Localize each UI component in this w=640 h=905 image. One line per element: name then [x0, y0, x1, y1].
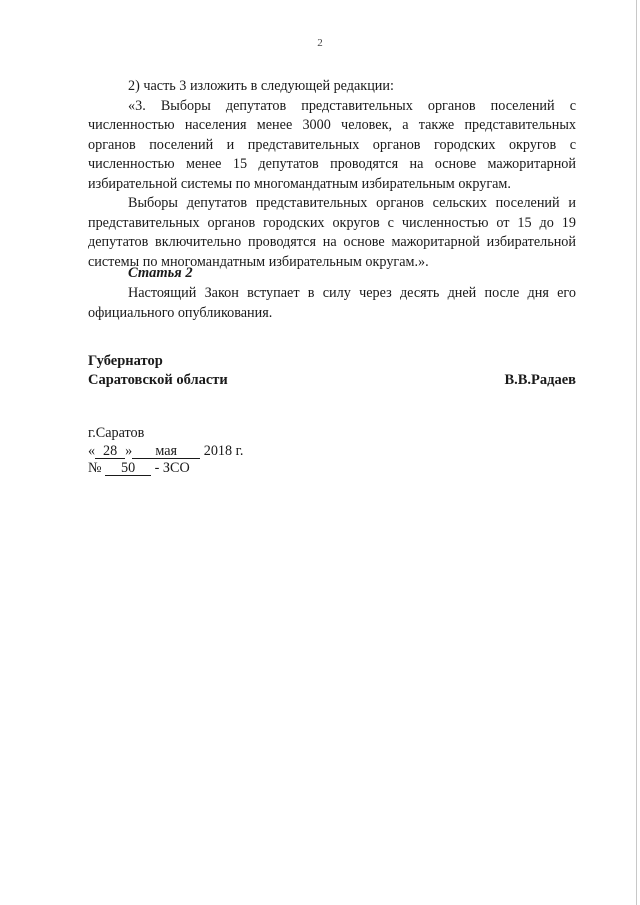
article-block: [88, 284, 576, 323]
signature-title-line-1: Губернатор: [88, 353, 163, 369]
amendment-block: [88, 77, 576, 272]
footer-city: г.Саратов: [88, 425, 145, 441]
date-close-quote: »: [125, 442, 133, 459]
law-suffix: - ЗСО: [154, 460, 190, 476]
amendment-paragraph-1: «3. Выборы депутатов представительных органов поселений с численностью населения менее 3000 человек, а также представительных органов поселений и представительных органов городских округов с численностью менее 15 депутатов проводятся на основе мажоритарной избирательной системы по многомандатным избирательным округам.: [88, 97, 576, 192]
article-heading: Статья 2: [128, 265, 193, 281]
page-edge-line: [636, 0, 637, 905]
date-open-quote: «: [88, 442, 96, 459]
law-number: 50: [105, 461, 151, 476]
footer-date: [88, 443, 243, 461]
amendment-intro: 2) часть 3 изложить в следующей редакции:: [128, 78, 394, 94]
page-number: 2: [317, 37, 323, 49]
date-day: 28: [95, 444, 125, 459]
signature-block: [88, 352, 576, 390]
number-sign: №: [88, 460, 102, 476]
article-text: Настоящий Закон вступает в силу через десять дней после дня его официального опубликования.: [88, 285, 576, 321]
footer-block: [88, 425, 243, 478]
footer-law-number: [88, 460, 243, 478]
amendment-paragraph-2: Выборы депутатов представительных органов сельских поселений и представительных органов городских округов с численностью от 15 до 19 депутатов включительно проводятся на основе мажоритарной избирательной системы по многомандатным избирательным округам.».: [88, 195, 576, 270]
signature-title-line-2: Саратовской области: [88, 372, 228, 388]
date-year: 2018 г.: [203, 442, 244, 459]
signature-name: В.В.Радаев: [504, 372, 576, 388]
date-month: мая: [132, 444, 200, 459]
